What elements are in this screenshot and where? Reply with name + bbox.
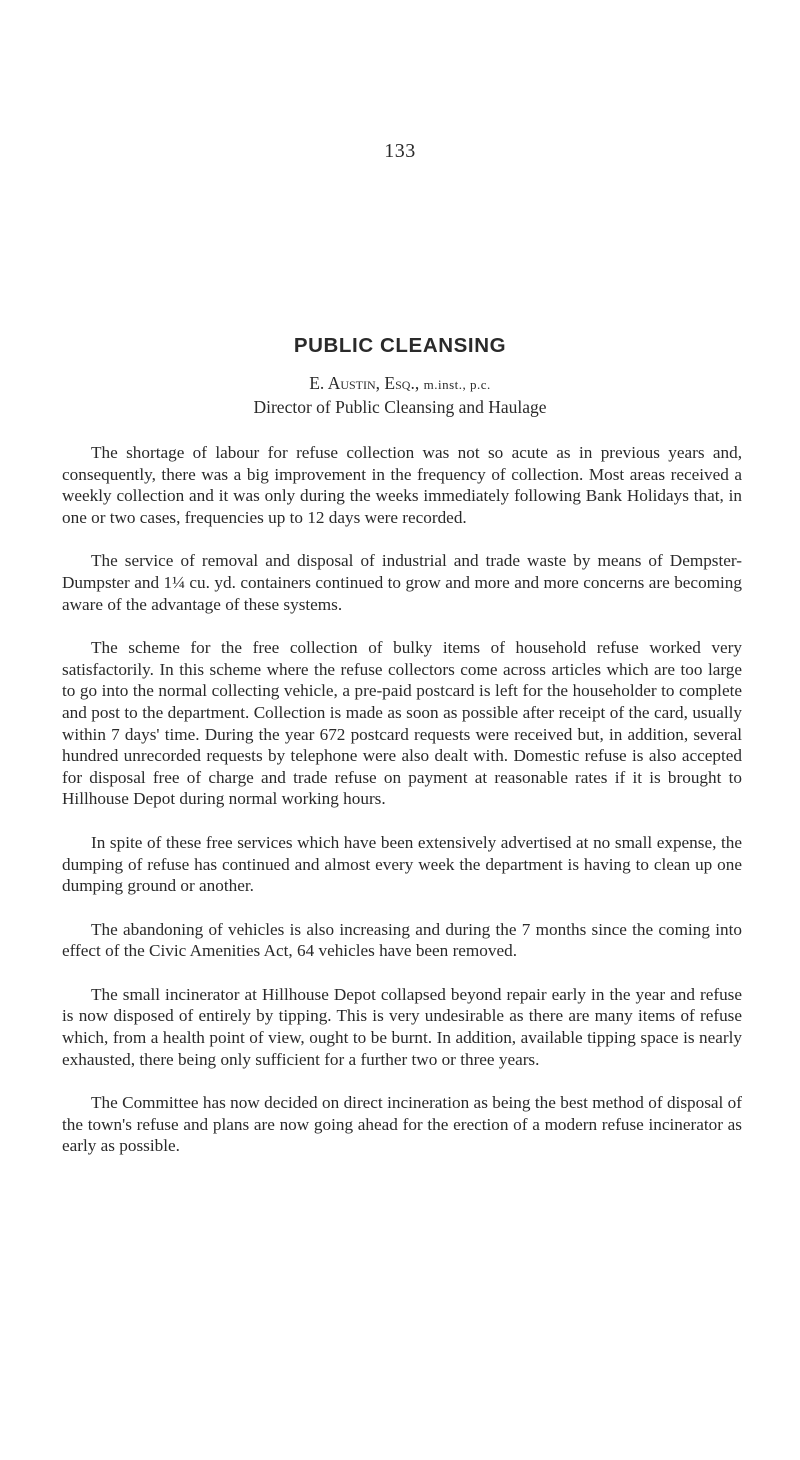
paragraph-incinerator-collapse: The small incinerator at Hillhouse Depot collapsed beyond repair early in the year and refuse is now disposed of entirely by tipping. This is very undesirable as there are many items of refuse which, from a health point of view, ought to be burnt. In addition, available tipping space is nearly exhausted, there being only sufficient for a further two or three years.	[62, 984, 742, 1069]
page-title: PUBLIC CLEANSING	[293, 334, 507, 357]
paragraph-committee-decision: The Committee has now decided on direct incineration as being the best method of disposal of the town's refuse and plans are now going ahead for the erection of a modern refuse incinerator as early as possible.	[62, 1093, 742, 1156]
paragraph-dumping: In spite of these free services which have been extensively advertised at no small expense, the dumping of refuse has continued and almost every week the department is having to clean up one dumping ground or another.	[62, 832, 742, 896]
paragraph-bulky-items: The scheme for the free collection of bulky items of household refuse worked very satisfactorily. In this scheme where the refuse collectors come across articles which are too large to go into the normal collecting vehicle, a pre-paid postcard is left for the householder to complete and post to the department. Collection is made as soon as possible after receipt of the card, usually within 7 days' time. During the year 672 postcard requests were received but, in addition, several hundred unrecorded requests by telephone were also dealt with. Domestic refuse is also accepted for disposal free of charge and trade refuse on payment at reasonable rates if it is brought to Hillhouse Depot during normal working hours.	[62, 638, 742, 809]
paragraph-labour-shortage: The shortage of labour for refuse collection was not so acute as in previous years and, consequently, there was a big improvement in the frequency of collection. Most areas received a weekly collection and it was only during the weeks immediately following Bank Holidays that, in one or two cases, frequencies up to 12 days were recorded.	[62, 443, 742, 527]
paragraph-abandoned-vehicles: The abandoning of vehicles is also increasing and during the 7 months since the coming into effect of the Civic Amenities Act, 64 vehicles have been removed.	[62, 919, 742, 961]
author-role: Director of Public Cleansing and Haulage	[253, 397, 547, 417]
body-text	[62, 442, 742, 1179]
author-name: E. Austin, Esq.,	[309, 373, 420, 393]
author-line	[0, 373, 800, 394]
page-number: 133	[384, 140, 416, 162]
paragraph-trade-waste: The service of removal and disposal of industrial and trade waste by means of Dempster-Dumpster and 1¼ cu. yd. containers continued to grow and more and more concerns are becoming aware of the advantage of these systems.	[62, 551, 742, 614]
author-qualifications: m.inst., p.c.	[423, 377, 491, 392]
